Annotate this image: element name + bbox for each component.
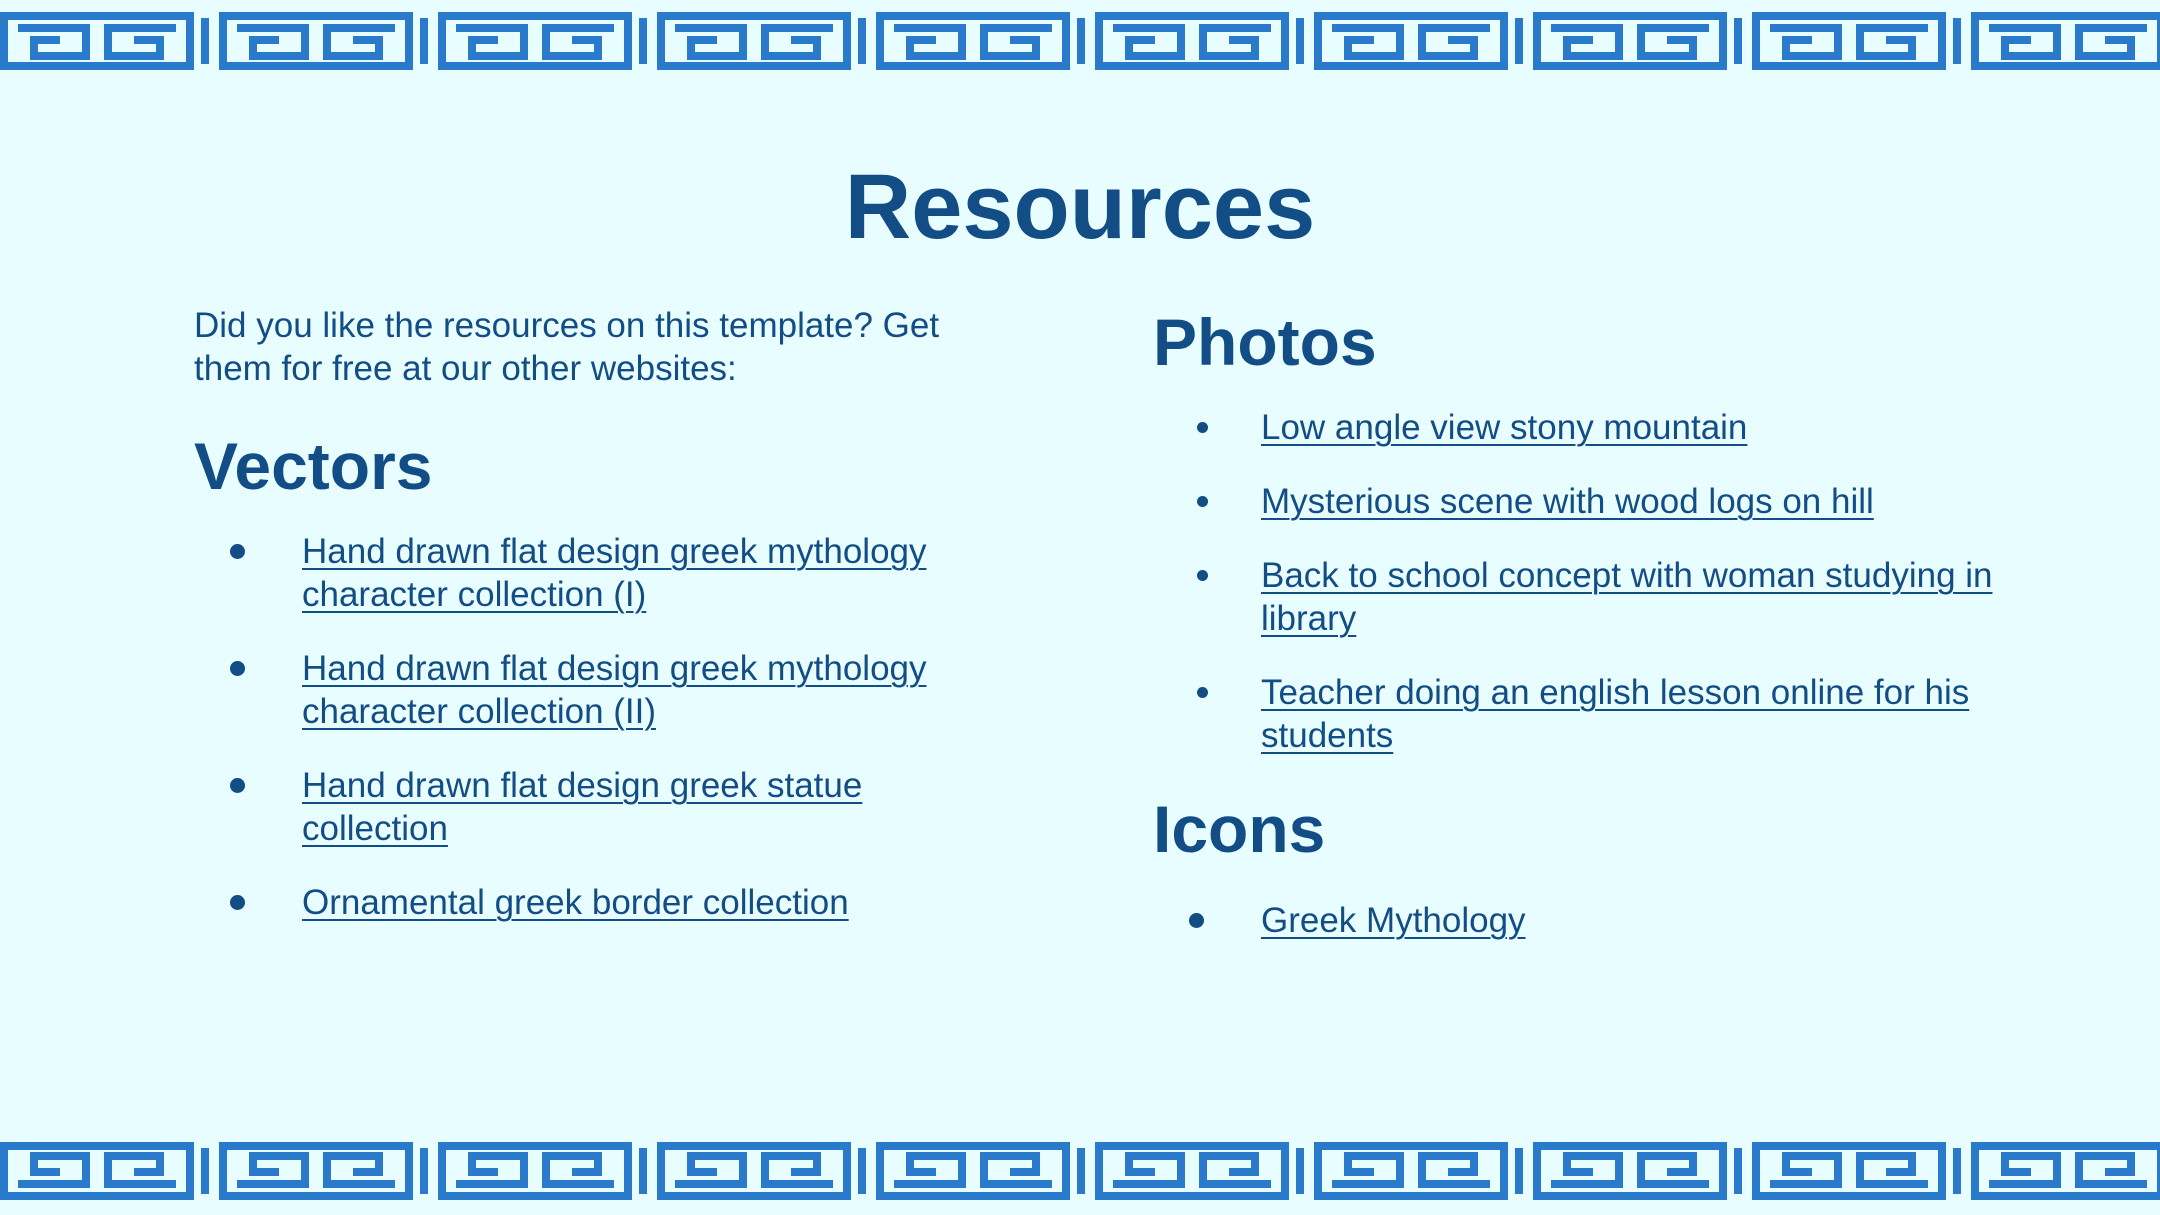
- photos-heading: Photos: [1153, 305, 1377, 379]
- list-item: [1153, 554, 2003, 640]
- icon-link-1[interactable]: Greek Mythology: [1261, 901, 1526, 940]
- intro-text: Did you like the resources on this template? Get them for free at our other websites:: [194, 306, 940, 388]
- bullet-icon: [230, 661, 245, 676]
- photo-link-3[interactable]: Back to school concept with woman studying in library: [1261, 556, 1993, 638]
- photo-link-4[interactable]: Teacher doing an english lesson online for his students: [1261, 673, 1970, 755]
- photo-link-2[interactable]: Mysterious scene with wood logs on hill: [1261, 482, 1874, 521]
- list-item: [1153, 480, 2003, 523]
- vector-link-1[interactable]: Hand drawn flat design greek mythology character collection (I): [302, 532, 927, 614]
- vector-link-3[interactable]: Hand drawn flat design greek statue collection: [302, 766, 863, 848]
- greek-key-border-bottom: [0, 1142, 2160, 1200]
- bullet-icon: [1197, 496, 1208, 507]
- bullet-icon: [230, 778, 245, 793]
- icons-heading: Icons: [1153, 792, 1326, 866]
- vectors-column: [194, 304, 994, 955]
- photos-icons-column: [1153, 304, 2003, 942]
- vectors-list: [194, 530, 994, 924]
- list-item: [1153, 671, 2003, 757]
- list-item: [194, 530, 994, 616]
- page-title: Resources: [844, 156, 1316, 258]
- bullet-icon: [1197, 422, 1208, 433]
- list-item: [194, 647, 994, 733]
- icons-list: [1153, 899, 2003, 942]
- vectors-heading: Vectors: [194, 429, 433, 503]
- bullet-icon: [230, 544, 245, 559]
- vector-link-4[interactable]: Ornamental greek border collection: [302, 883, 849, 922]
- list-item: [1153, 899, 2003, 942]
- greek-key-border-top: [0, 12, 2160, 70]
- bullet-icon: [1189, 913, 1204, 928]
- bullet-icon: [1197, 570, 1208, 581]
- photo-link-1[interactable]: Low angle view stony mountain: [1261, 408, 1748, 447]
- list-item: [1153, 406, 2003, 449]
- list-item: [194, 881, 994, 924]
- bullet-icon: [230, 895, 245, 910]
- photos-list: [1153, 406, 2003, 757]
- vector-link-2[interactable]: Hand drawn flat design greek mythology character collection (II): [302, 649, 927, 731]
- bullet-icon: [1197, 687, 1208, 698]
- list-item: [194, 764, 994, 850]
